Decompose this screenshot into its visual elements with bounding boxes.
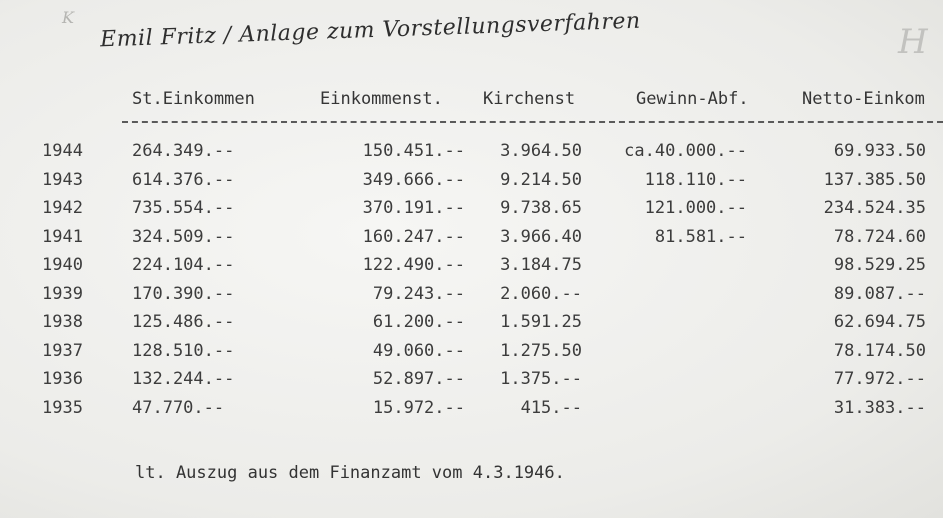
cell-einkommenst: 150.451.--: [362, 141, 465, 161]
cell-einkommenst: 349.666.--: [362, 169, 465, 190]
cell-st-einkommen: 224.104.--: [132, 255, 235, 275]
cell-gewinn-abf: 118.110.--: [644, 169, 747, 190]
row-year: 1944: [42, 141, 83, 161]
cell-netto: 78.174.50: [833, 340, 926, 361]
cell-gewinn-abf: ca.40.000.--: [624, 141, 747, 161]
cell-einkommenst: 122.490.--: [362, 255, 465, 275]
cell-einkommenst: 61.200.--: [372, 312, 465, 332]
cell-gewinn-abf: 121.000.--: [644, 198, 747, 218]
cell-kirchenst: 1.375.--: [500, 369, 582, 389]
cell-st-einkommen: 324.509.--: [132, 226, 235, 247]
row-year: 1935: [42, 397, 83, 418]
cell-st-einkommen: 170.390.--: [132, 283, 235, 304]
cell-kirchenst: 2.060.--: [500, 283, 582, 304]
cell-netto: 77.972.--: [833, 369, 926, 389]
cell-einkommenst: 370.191.--: [362, 198, 465, 218]
header-divider: [122, 121, 943, 123]
handwritten-heading: Emil Fritz / Anlage zum Vorstellungsverfahren: [99, 8, 641, 53]
cell-netto: 78.724.60: [833, 226, 926, 247]
cell-kirchenst: 415.--: [520, 397, 582, 418]
column-header-kirchenst: Kirchenst: [483, 89, 576, 109]
cell-einkommenst: 160.247.--: [362, 226, 465, 247]
row-year: 1936: [42, 369, 83, 389]
cell-netto: 89.087.--: [833, 283, 926, 304]
cell-einkommenst: 15.972.--: [372, 397, 465, 418]
row-year: 1942: [42, 198, 83, 218]
cell-kirchenst: 1.275.50: [500, 340, 582, 361]
cell-st-einkommen: 735.554.--: [132, 198, 235, 218]
cell-kirchenst: 3.964.50: [500, 141, 582, 161]
cell-einkommenst: 79.243.--: [372, 283, 465, 304]
cell-st-einkommen: 614.376.--: [132, 169, 235, 190]
cell-netto: 234.524.35: [823, 198, 926, 218]
row-year: 1937: [42, 340, 83, 361]
cell-netto: 98.529.25: [833, 255, 926, 275]
column-header-einkommenst: Einkommenst.: [320, 89, 443, 109]
cell-st-einkommen: 125.486.--: [132, 312, 235, 332]
row-year: 1939: [42, 283, 83, 304]
cell-netto: 31.383.--: [833, 397, 926, 418]
cell-kirchenst: 9.738.65: [500, 198, 582, 218]
cell-st-einkommen: 47.770.--: [132, 397, 225, 418]
column-header-gewinn-abf: Gewinn-Abf.: [636, 89, 749, 109]
cell-kirchenst: 9.214.50: [500, 169, 582, 190]
cell-kirchenst: 1.591.25: [500, 312, 582, 332]
cell-einkommenst: 52.897.--: [372, 369, 465, 389]
cell-einkommenst: 49.060.--: [372, 340, 465, 361]
cell-netto: 69.933.50: [833, 141, 926, 161]
cell-netto: 137.385.50: [823, 169, 926, 190]
row-year: 1940: [42, 255, 83, 275]
row-year: 1941: [42, 226, 83, 247]
cell-kirchenst: 3.966.40: [500, 226, 582, 247]
cell-st-einkommen: 132.244.--: [132, 369, 235, 389]
cell-st-einkommen: 128.510.--: [132, 340, 235, 361]
faint-corner-mark: H: [898, 22, 928, 62]
row-year: 1943: [42, 169, 83, 190]
footnote: lt. Auszug aus dem Finanzamt vom 4.3.1946.: [135, 463, 565, 483]
column-header-netto-einkom: Netto-Einkom: [802, 89, 925, 109]
cell-netto: 62.694.75: [833, 312, 926, 332]
cell-st-einkommen: 264.349.--: [132, 141, 235, 161]
cell-gewinn-abf: 81.581.--: [654, 226, 747, 247]
row-year: 1938: [42, 312, 83, 332]
column-header-st-einkommen: St.Einkommen: [132, 89, 255, 109]
faint-pencil-mark: K: [62, 8, 74, 27]
cell-kirchenst: 3.184.75: [500, 255, 582, 275]
